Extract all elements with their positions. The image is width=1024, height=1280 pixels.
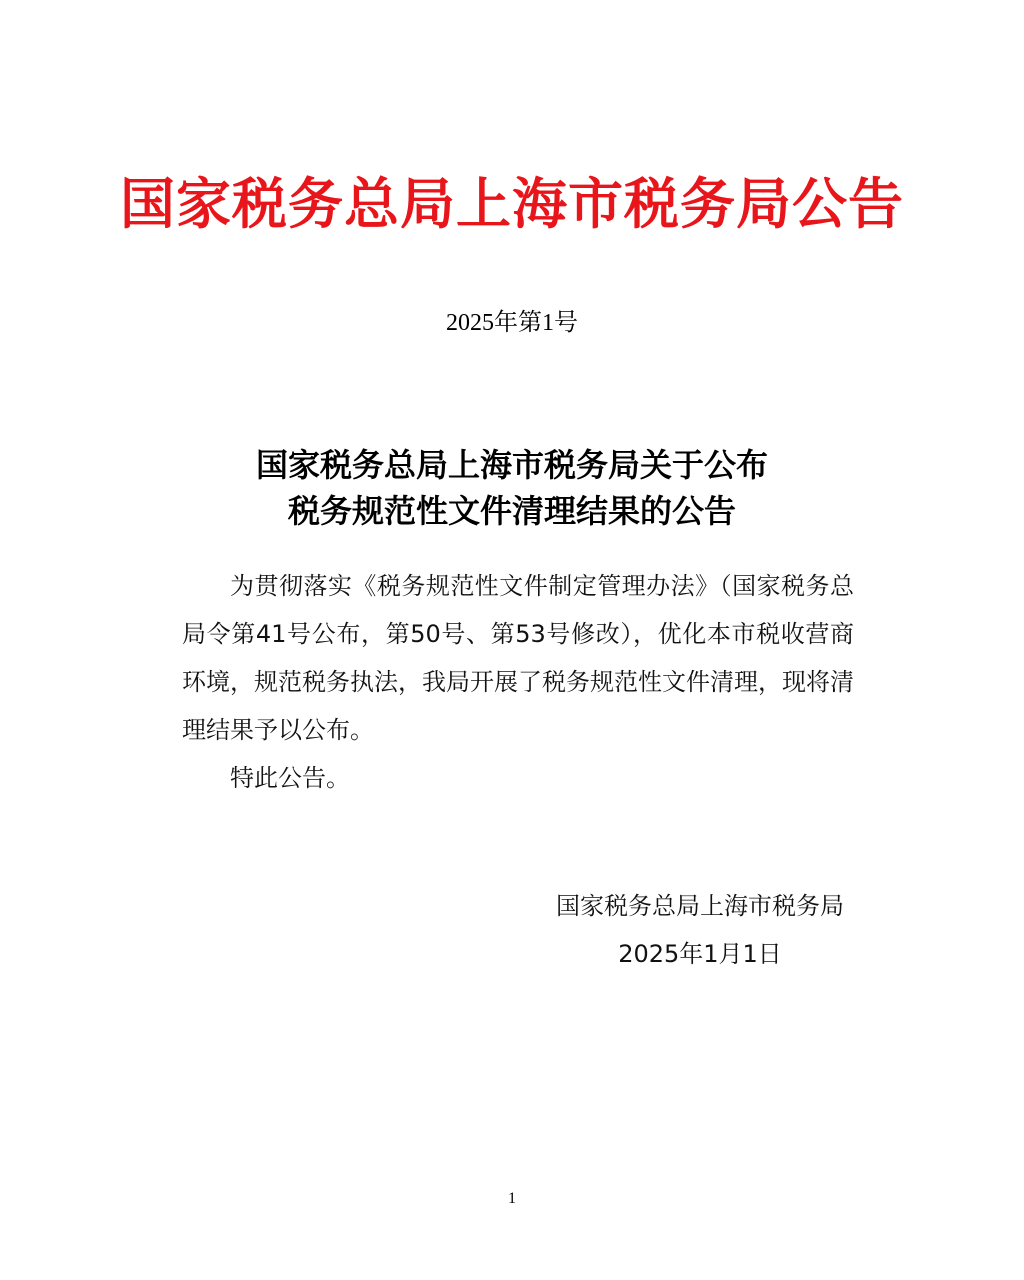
page-number: 1 [508, 1190, 516, 1207]
issue-date: 2025年1月1日 [618, 940, 782, 968]
notice-title-line-2: 税务规范性文件清理结果的公告 [287, 492, 736, 530]
issuer-name: 国家税务总局上海市税务局 [556, 892, 844, 920]
signature-block [540, 882, 860, 978]
document-number: 2025年第1号 [446, 310, 578, 336]
notice-title-line-1: 国家税务总局上海市税务局关于公布 [255, 446, 768, 484]
document-header-title: 国家税务总局上海市税务局公告 [119, 171, 904, 236]
body-paragraph: 为贯彻落实《税务规范性文件制定管理办法》（国家税务总局令第41号公布，第50号、第53号修改），优化本市税收营商环境，规范税务执法，我局开展了税务规范性文件清理，现将清理结果予以公布。 [182, 572, 854, 744]
notice-body [182, 562, 854, 802]
closing-paragraph: 特此公告。 [230, 764, 350, 792]
